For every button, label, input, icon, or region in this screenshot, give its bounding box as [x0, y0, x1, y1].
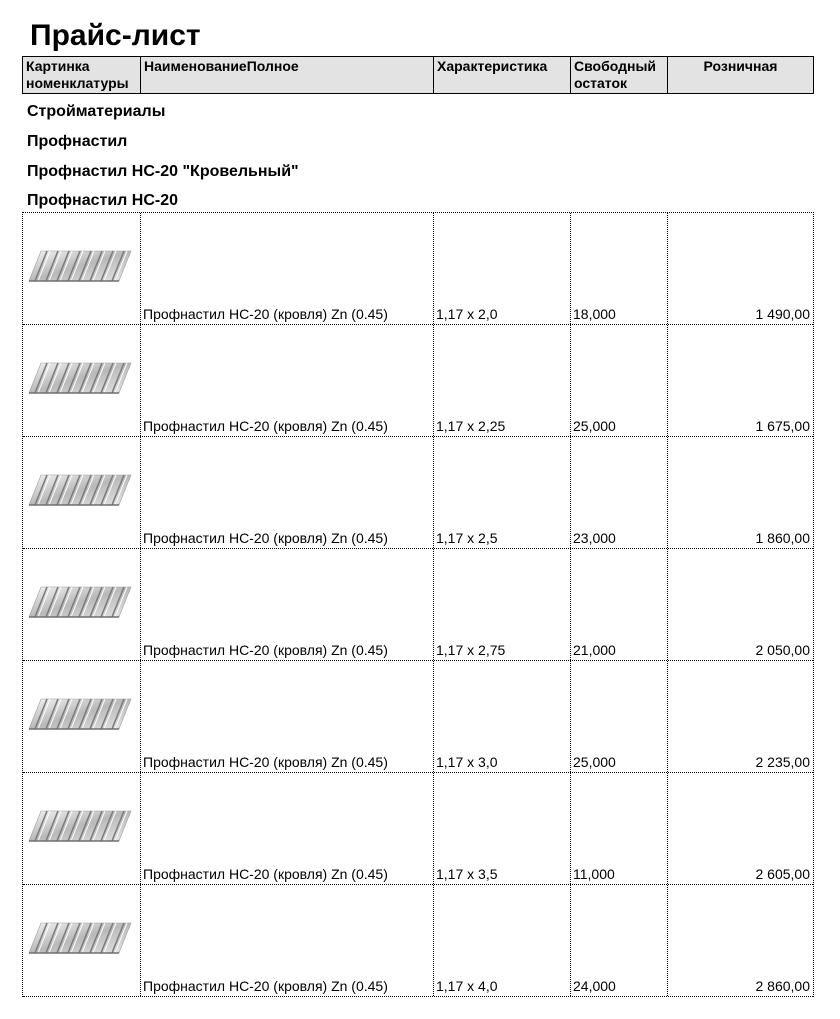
spec-cell [434, 549, 571, 660]
profiled-sheet-image [27, 357, 133, 397]
group-heading: Профнастил [27, 133, 128, 150]
stock-cell [571, 213, 668, 324]
product-name: Профнастил НС-20 (кровля) Zn (0.45) [143, 418, 388, 434]
header-spec: Характеристика [434, 57, 571, 93]
spec-cell [434, 661, 571, 772]
table-row [23, 549, 813, 661]
name-cell [141, 773, 434, 884]
stock-cell [571, 325, 668, 436]
product-spec: 1,17 x 2,75 [436, 642, 506, 658]
product-stock: 18,000 [573, 306, 616, 322]
product-price: 1 675,00 [755, 418, 810, 434]
product-name: Профнастил НС-20 (кровля) Zn (0.45) [143, 306, 388, 322]
product-price: 2 605,00 [755, 866, 810, 882]
spec-cell [434, 213, 571, 324]
table-row [23, 213, 813, 325]
product-price: 2 860,00 [755, 978, 810, 994]
name-cell [141, 885, 434, 996]
stock-cell [571, 661, 668, 772]
header-price: Розничная [703, 58, 778, 74]
picture-cell [23, 885, 141, 996]
profiled-sheet-image [27, 805, 133, 845]
price-cell [668, 885, 813, 996]
product-spec: 1,17 x 2,25 [436, 418, 506, 434]
picture-cell [23, 549, 141, 660]
product-stock: 23,000 [573, 530, 616, 546]
product-stock: 24,000 [573, 978, 616, 994]
profiled-sheet-image [27, 245, 133, 285]
picture-cell [23, 661, 141, 772]
picture-cell [23, 325, 141, 436]
header-picture: Картинка номенклатуры [23, 57, 141, 93]
picture-cell [23, 437, 141, 548]
product-spec: 1,17 x 2,0 [436, 306, 498, 322]
profiled-sheet-image [27, 693, 133, 733]
product-spec: 1,17 x 2,5 [436, 530, 498, 546]
table-row [23, 437, 813, 549]
table-row [23, 773, 813, 885]
product-price: 2 050,00 [755, 642, 810, 658]
product-name: Профнастил НС-20 (кровля) Zn (0.45) [143, 642, 388, 658]
name-cell [141, 661, 434, 772]
product-spec: 1,17 x 3,0 [436, 754, 498, 770]
spec-cell [434, 437, 571, 548]
product-name: Профнастил НС-20 (кровля) Zn (0.45) [143, 978, 388, 994]
stock-cell [571, 773, 668, 884]
product-price: 2 235,00 [755, 754, 810, 770]
stock-cell [571, 885, 668, 996]
profiled-sheet-image [27, 917, 133, 957]
price-cell [668, 325, 813, 436]
stock-cell [571, 549, 668, 660]
price-cell [668, 773, 813, 884]
table-header [22, 56, 814, 94]
product-name: Профнастил НС-20 (кровля) Zn (0.45) [143, 530, 388, 546]
table-row [23, 325, 813, 437]
table-row [23, 661, 813, 773]
price-cell [668, 549, 813, 660]
price-cell [668, 437, 813, 548]
header-name: НаименованиеПолное [141, 57, 434, 93]
product-stock: 25,000 [573, 754, 616, 770]
spec-cell [434, 773, 571, 884]
name-cell [141, 325, 434, 436]
price-cell [668, 661, 813, 772]
name-cell [141, 549, 434, 660]
group-heading: Профнастил НС-20 "Кровельный" [27, 163, 299, 180]
price-table [22, 212, 814, 997]
picture-cell [23, 213, 141, 324]
header-stock: Свободный остаток [571, 57, 668, 93]
product-spec: 1,17 x 3,5 [436, 866, 498, 882]
product-stock: 25,000 [573, 418, 616, 434]
price-cell [668, 213, 813, 324]
spec-cell [434, 325, 571, 436]
group-heading: Стройматериалы [27, 103, 166, 120]
product-stock: 11,000 [573, 866, 615, 882]
profiled-sheet-image [27, 581, 133, 621]
table-row [23, 885, 813, 997]
profiled-sheet-image [27, 469, 133, 509]
name-cell [141, 213, 434, 324]
product-spec: 1,17 x 4,0 [436, 978, 498, 994]
product-price: 1 860,00 [755, 530, 810, 546]
picture-cell [23, 773, 141, 884]
product-name: Профнастил НС-20 (кровля) Zn (0.45) [143, 754, 388, 770]
group-heading: Профнастил НС-20 [27, 192, 179, 209]
stock-cell [571, 437, 668, 548]
name-cell [141, 437, 434, 548]
product-name: Профнастил НС-20 (кровля) Zn (0.45) [143, 866, 388, 882]
product-price: 1 490,00 [755, 306, 810, 322]
product-stock: 21,000 [573, 642, 616, 658]
page-title: Прайс-лист [30, 19, 201, 52]
spec-cell [434, 885, 571, 996]
